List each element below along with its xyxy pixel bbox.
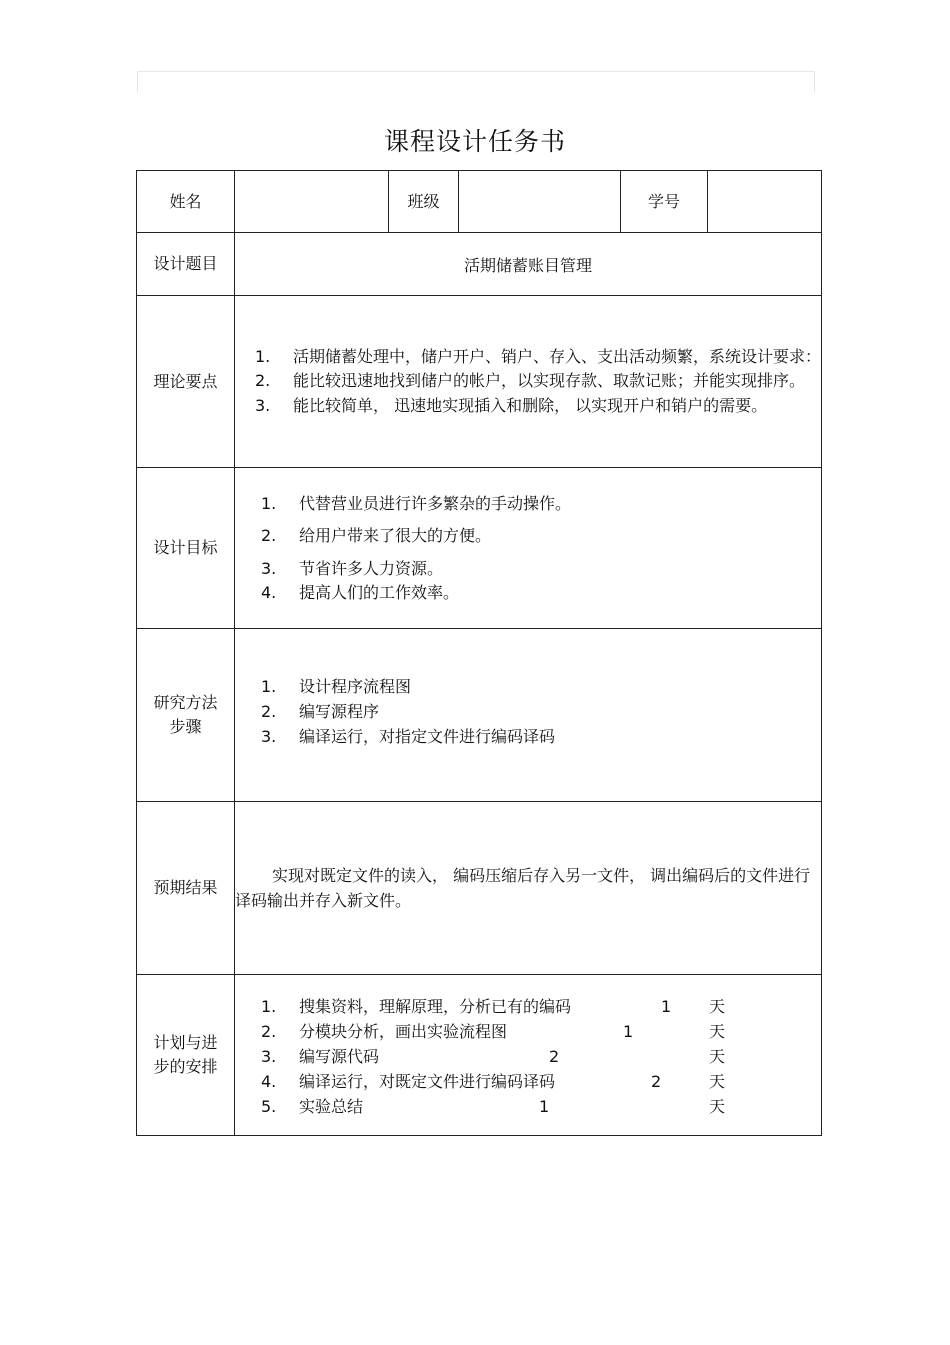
plan-task: 编写源代码 <box>299 1047 380 1066</box>
topic-row <box>137 233 822 296</box>
theory-label: 理论要点 <box>137 296 235 468</box>
plan-label-line: 计划与进 <box>153 1033 218 1052</box>
theory-content <box>235 296 822 468</box>
methods-list <box>235 674 821 749</box>
plan-days: 1 <box>539 1097 550 1116</box>
plan-item <box>261 1069 821 1094</box>
methods-content <box>235 629 822 802</box>
plan-item <box>261 1019 821 1044</box>
plan-unit: 天 <box>709 1072 726 1091</box>
task-table <box>136 170 822 1136</box>
theory-point-text: 活期储蓄处理中，储户开户、销户、存入、支出活动频繁，系统设计要求： <box>293 346 822 366</box>
plan-days: 2 <box>651 1072 662 1091</box>
theory-row <box>137 296 822 468</box>
method-number: 2. <box>261 701 277 721</box>
result-text: 实现对既定文件的读入， 编码压缩后存入另一文件， 调出编码后的文件进行译码输出并存入新文件。 <box>235 866 811 910</box>
goal-number: 3. <box>261 558 277 578</box>
plan-item <box>261 1044 821 1069</box>
method-number: 3. <box>261 726 277 746</box>
method-item <box>261 699 821 724</box>
name-value <box>235 171 389 233</box>
student-id-label: 学号 <box>621 171 708 233</box>
plan-unit: 天 <box>709 1022 726 1041</box>
theory-point-number: 2. <box>255 371 271 391</box>
method-text: 编译运行，对指定文件进行编码译码 <box>299 726 556 746</box>
plan-days: 1 <box>661 997 672 1016</box>
goal-item <box>261 581 821 605</box>
goal-text: 代替营业员进行许多繁杂的手动操作。 <box>299 493 572 513</box>
methods-label <box>137 629 235 802</box>
plan-number: 5. <box>261 1097 277 1116</box>
plan-task: 编译运行，对既定文件进行编码译码 <box>299 1072 556 1091</box>
method-item <box>261 674 821 699</box>
methods-label-line: 研究方法 <box>153 693 218 712</box>
goals-content <box>235 468 822 629</box>
goal-number: 4. <box>261 582 277 602</box>
methods-row <box>137 629 822 802</box>
goal-item <box>261 524 821 548</box>
plan-days: 2 <box>549 1047 560 1066</box>
theory-point <box>235 394 821 419</box>
plan-label-line: 步的安排 <box>153 1057 218 1076</box>
method-text: 设计程序流程图 <box>299 676 412 696</box>
document-title: 课程设计任务书 <box>383 127 566 156</box>
plan-days: 1 <box>623 1022 634 1041</box>
methods-label-line: 步骤 <box>169 717 202 736</box>
method-item <box>261 724 821 749</box>
plan-task: 实验总结 <box>299 1097 364 1116</box>
class-value <box>459 171 621 233</box>
plan-content <box>235 975 822 1136</box>
goal-text: 提高人们的工作效率。 <box>299 582 460 602</box>
goals-list <box>235 492 821 605</box>
goal-item <box>261 557 821 581</box>
plan-number: 3. <box>261 1047 277 1066</box>
method-text: 编写源程序 <box>299 701 380 721</box>
plan-row <box>137 975 822 1136</box>
plan-unit: 天 <box>709 1047 726 1066</box>
plan-list <box>235 975 821 1135</box>
plan-number: 4. <box>261 1072 277 1091</box>
theory-point <box>235 345 821 370</box>
plan-item <box>261 994 821 1019</box>
method-number: 1. <box>261 676 277 696</box>
plan-task: 搜集资料，理解原理，分析已有的编码 <box>299 997 572 1016</box>
student-info-row <box>137 171 822 233</box>
name-label: 姓名 <box>137 171 235 233</box>
page-header-rule <box>137 71 815 92</box>
theory-point-number: 3. <box>255 395 271 415</box>
plan-task: 分模块分析，画出实验流程图 <box>299 1022 508 1041</box>
theory-point-text: 能比较迅速地找到储户的帐户，以实现存款、取款记账；并能实现排序。 <box>293 371 806 391</box>
goal-number: 2. <box>261 525 277 545</box>
theory-point-number: 1. <box>255 346 271 366</box>
topic-label: 设计题目 <box>137 233 235 296</box>
student-id-value <box>708 171 822 233</box>
class-label: 班级 <box>389 171 459 233</box>
plan-item <box>261 1094 821 1119</box>
result-row <box>137 802 822 975</box>
goal-number: 1. <box>261 493 277 513</box>
plan-unit: 天 <box>709 1097 726 1116</box>
plan-number: 1. <box>261 997 277 1016</box>
theory-point-text: 能比较简单， 迅速地实现插入和删除， 以实现开户和销户的需要。 <box>293 395 768 415</box>
goal-item <box>261 492 821 516</box>
plan-unit: 天 <box>709 997 726 1016</box>
goals-row <box>137 468 822 629</box>
plan-label <box>137 975 235 1136</box>
result-content <box>235 802 822 975</box>
theory-point <box>235 369 821 394</box>
goal-text: 节省许多人力资源。 <box>299 558 444 578</box>
plan-number: 2. <box>261 1022 277 1041</box>
topic-value: 活期储蓄账目管理 <box>235 233 822 296</box>
result-label: 预期结果 <box>137 802 235 975</box>
goal-text: 给用户带来了很大的方便。 <box>299 525 492 545</box>
goals-label: 设计目标 <box>137 468 235 629</box>
